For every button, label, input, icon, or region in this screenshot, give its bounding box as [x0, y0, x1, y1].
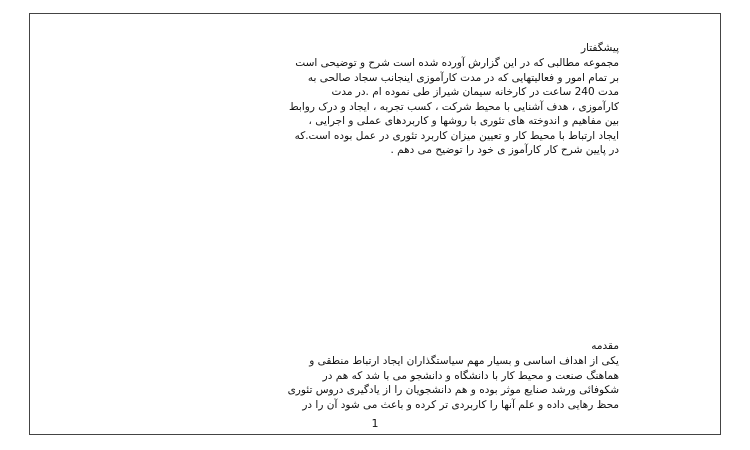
text-line: ایجاد ارتباط با محیط کار و تعیین میزان کاربرد تئوری در عمل بوده است.که — [294, 129, 619, 142]
text-line: بر تمام امور و فعالیتهایی که در مدت کارآموزی اینجانب سجاد صالحی به — [307, 71, 619, 84]
text-line: در پایین شرح کار کارآموز ی خود را توضیح می دهم . — [390, 144, 619, 156]
text-line: بین مفاهیم و اندوخته های تئوری با روشها و کاربردهای عملی و اجرایی ، — [308, 115, 619, 127]
foreword-paragraph — [289, 56, 619, 158]
text-line: مجموعه مطالبی که در این گزارش آورده شده است شرح و توضیحی است — [295, 57, 619, 69]
text-line: مدت 240 ساعت در کارخانه سیمان شیراز طی نموده ام .در مدت — [331, 86, 619, 98]
introduction-heading: مقدمه — [591, 340, 619, 352]
document-page — [29, 13, 721, 435]
text-line: کارآموزی ، هدف آشنایی با محیط شرکت ، کسب تجربه ، ایجاد و درک روابط — [288, 100, 619, 113]
text-line: محظ رهایی داده و علم آنها را کاربردی تر کرده و باعث می شود آن را در — [302, 398, 619, 411]
page-number: 1 — [371, 417, 379, 430]
foreword-heading: پیشگفتار — [580, 42, 619, 54]
text-line: هماهنگ صنعت و محیط کار با دانشگاه و دانشجو می با شد که هم در — [322, 369, 619, 382]
text-line: شکوفائی ورشد صنایع موثر بوده و هم دانشجویان را از یادگیری دروس تئوری — [287, 384, 619, 396]
introduction-paragraph — [288, 354, 619, 412]
text-line: یکی از اهداف اساسی و بسیار مهم سیاستگذاران ایجاد ارتباط منطقی و — [309, 355, 619, 367]
